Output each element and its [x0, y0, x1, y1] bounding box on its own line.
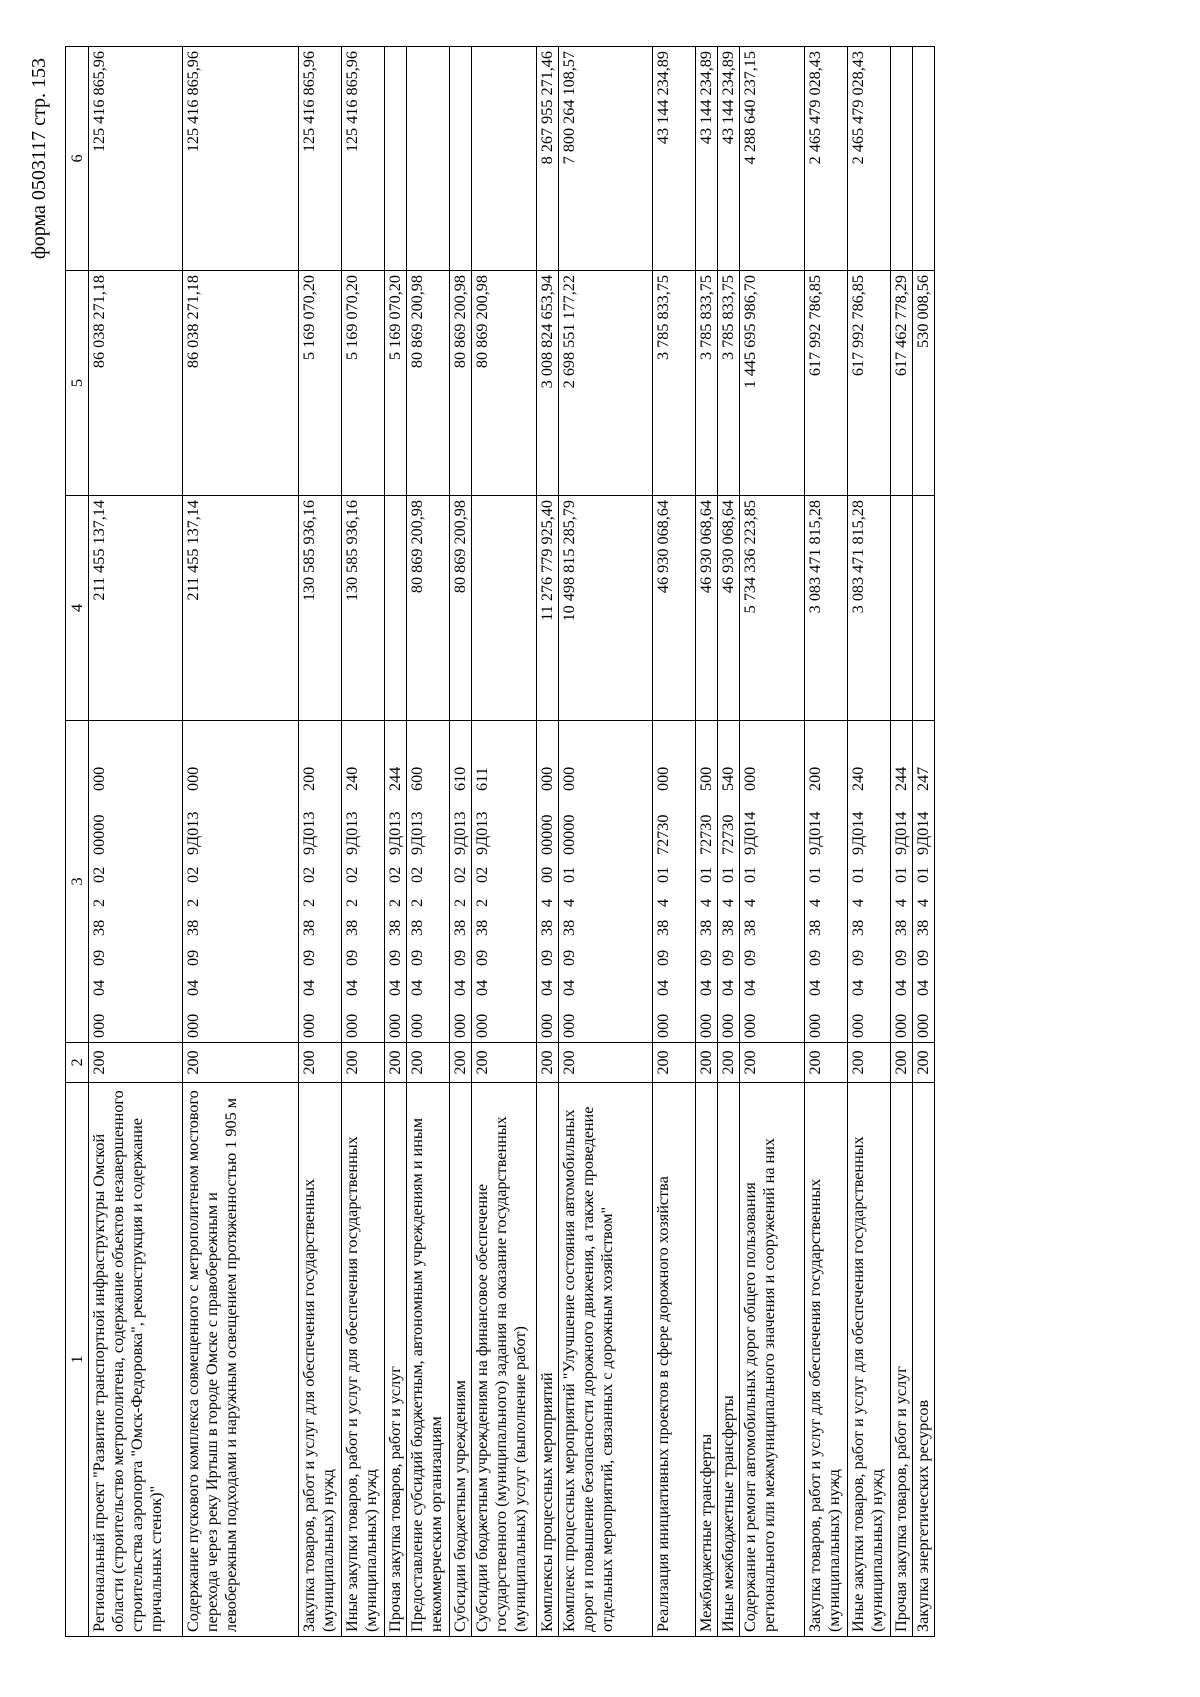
column-header: 4 [66, 496, 89, 721]
row-budget-code-cell [913, 721, 935, 1043]
budget-code-segment: 09 [343, 949, 361, 966]
budget-code-segment: 04 [451, 979, 469, 996]
row-line-code-cell: 200 [472, 1043, 537, 1083]
budget-code-segment: 38 [892, 919, 910, 936]
budget-code-segment: 2 [300, 898, 318, 907]
row-approved-cell [385, 496, 407, 721]
budget-code-segment: 09 [741, 949, 759, 966]
budget-code-segment: 04 [538, 979, 556, 996]
budget-code-segment: 000 [184, 1013, 202, 1038]
budget-code-segment: 09 [300, 949, 318, 966]
row-unexecuted-cell [407, 47, 450, 271]
budget-code-segment: 611 [473, 767, 491, 791]
table-row [407, 47, 450, 1637]
budget-code-segment: 9Д013 [343, 811, 361, 855]
row-unexecuted-cell: 125 416 865,96 [299, 47, 342, 271]
table-row [913, 47, 935, 1637]
row-unexecuted-cell: 125 416 865,96 [342, 47, 385, 271]
row-executed-cell: 617 462 778,29 [891, 271, 913, 496]
table-row [696, 47, 718, 1637]
budget-code-segment: 9Д014 [849, 811, 867, 855]
row-approved-cell: 46 930 068,64 [718, 496, 740, 721]
row-line-code-cell: 200 [848, 1043, 891, 1083]
row-executed-cell: 80 869 200,98 [450, 271, 472, 496]
table-row [183, 47, 299, 1637]
row-budget-code-cell [653, 721, 696, 1043]
row-approved-cell: 211 455 137,14 [183, 496, 299, 721]
budget-code-segment: 2 [90, 898, 108, 907]
budget-code-segment: 38 [300, 919, 318, 936]
budget-code-segment: 04 [386, 979, 404, 996]
row-approved-cell: 46 930 068,64 [653, 496, 696, 721]
row-unexecuted-cell [891, 47, 913, 271]
budget-code-segment: 04 [654, 979, 672, 996]
budget-code-segment: 01 [697, 866, 715, 883]
budget-code-segment: 09 [892, 949, 910, 966]
budget-code-segment: 04 [343, 979, 361, 996]
budget-code-segment: 09 [719, 949, 737, 966]
budget-code-segment: 2 [343, 898, 361, 907]
budget-code-segment: 01 [654, 866, 672, 883]
budget-code-segment: 09 [473, 949, 491, 966]
budget-code-segment: 04 [184, 979, 202, 996]
row-unexecuted-cell: 2 465 479 028,43 [848, 47, 891, 271]
budget-code-segment: 09 [90, 949, 108, 966]
column-header: 3 [66, 721, 89, 1043]
row-unexecuted-cell [472, 47, 537, 271]
row-approved-cell: 130 585 936,16 [342, 496, 385, 721]
row-unexecuted-cell: 8 267 955 271,46 [537, 47, 559, 271]
row-name-cell: Комплексы процессных мероприятий [537, 1083, 559, 1637]
column-header: 1 [66, 1083, 89, 1637]
budget-code-segment: 72730 [654, 814, 672, 855]
budget-code-segment: 4 [697, 898, 715, 907]
row-approved-cell: 10 498 815 285,79 [559, 496, 653, 721]
budget-code-segment: 02 [90, 866, 108, 883]
budget-code-segment: 04 [560, 979, 578, 996]
row-name-cell: Реализация инициативных проектов в сфере дорожного хозяйства [653, 1083, 696, 1637]
row-name-cell: Содержание пускового комплекса совмещенного с метрополитеном мостового перехода через реку Иртыш в городе Омске с правобережным и левобережным подходами и наружным освещением протяженностью 1 905 м [183, 1083, 299, 1637]
column-header: 6 [66, 47, 89, 271]
column-header: 5 [66, 271, 89, 496]
row-executed-cell: 5 169 070,20 [299, 271, 342, 496]
budget-code-segment: 4 [806, 898, 824, 907]
budget-code-segment: 00000 [90, 814, 108, 855]
row-name-cell: Предоставление субсидий бюджетным, автономным учреждениям и иным некоммерческим организациям [407, 1083, 450, 1637]
table-row [89, 47, 183, 1637]
budget-code-segment: 4 [892, 898, 910, 907]
budget-code-segment: 38 [538, 919, 556, 936]
budget-code-segment: 240 [849, 766, 867, 791]
budget-code-segment: 000 [184, 766, 202, 791]
budget-code-segment: 9Д013 [473, 811, 491, 855]
budget-code-segment: 4 [654, 898, 672, 907]
report-table [65, 46, 935, 1637]
budget-code-segment: 02 [473, 866, 491, 883]
row-line-code-cell: 200 [805, 1043, 848, 1083]
table-row [559, 47, 653, 1637]
table-row [740, 47, 805, 1637]
row-line-code-cell: 200 [183, 1043, 299, 1083]
row-line-code-cell: 200 [342, 1043, 385, 1083]
table-row [891, 47, 913, 1637]
row-approved-cell [891, 496, 913, 721]
row-name-cell: Прочая закупка товаров, работ и услуг [891, 1083, 913, 1637]
budget-code-segment: 9Д013 [408, 811, 426, 855]
budget-code-segment: 000 [408, 1013, 426, 1038]
budget-code-segment: 9Д013 [184, 811, 202, 855]
row-unexecuted-cell: 125 416 865,96 [89, 47, 183, 271]
budget-code-segment: 00 [538, 866, 556, 883]
row-unexecuted-cell: 43 144 234,89 [653, 47, 696, 271]
budget-code-segment: 38 [849, 919, 867, 936]
row-name-cell: Содержание и ремонт автомобильных дорог общего пользования регионального или межмуниципального значения и сооружений на них [740, 1083, 805, 1637]
budget-code-segment: 540 [719, 766, 737, 791]
row-name-cell: Межбюджетные трансферты [696, 1083, 718, 1637]
row-approved-cell: 3 083 471 815,28 [848, 496, 891, 721]
row-budget-code-cell [696, 721, 718, 1043]
budget-code-segment: 2 [451, 898, 469, 907]
budget-code-segment: 72730 [697, 814, 715, 855]
row-line-code-cell: 200 [299, 1043, 342, 1083]
budget-code-segment: 9Д013 [300, 811, 318, 855]
row-unexecuted-cell: 43 144 234,89 [718, 47, 740, 271]
budget-code-segment: 01 [849, 866, 867, 883]
budget-code-segment: 04 [806, 979, 824, 996]
row-budget-code-cell [450, 721, 472, 1043]
budget-code-segment: 00000 [538, 814, 556, 855]
row-name-cell: Региональный проект "Развитие транспортной инфраструктуры Омской области (строительство метрополитена, содержание объектов незавершенного строительства аэропорта "Омск-Федоровка", реконструкция и содержание причальных стенок)" [89, 1083, 183, 1637]
budget-code-segment: 4 [741, 898, 759, 907]
budget-code-segment: 38 [806, 919, 824, 936]
budget-code-segment: 600 [408, 766, 426, 791]
budget-code-segment: 000 [343, 1013, 361, 1038]
budget-code-segment: 02 [343, 866, 361, 883]
budget-code-segment: 500 [697, 766, 715, 791]
row-executed-cell: 530 008,56 [913, 271, 935, 496]
budget-code-segment: 09 [849, 949, 867, 966]
budget-code-segment: 38 [90, 919, 108, 936]
budget-code-segment: 38 [473, 919, 491, 936]
budget-code-segment: 000 [741, 766, 759, 791]
budget-code-segment: 000 [849, 1013, 867, 1038]
row-executed-cell: 80 869 200,98 [407, 271, 450, 496]
row-line-code-cell: 200 [450, 1043, 472, 1083]
table-row [385, 47, 407, 1637]
row-unexecuted-cell: 125 416 865,96 [183, 47, 299, 271]
row-approved-cell: 46 930 068,64 [696, 496, 718, 721]
budget-code-segment: 04 [473, 979, 491, 996]
row-approved-cell: 11 276 779 925,40 [537, 496, 559, 721]
row-budget-code-cell [89, 721, 183, 1043]
budget-code-segment: 9Д014 [806, 811, 824, 855]
budget-code-segment: 4 [849, 898, 867, 907]
budget-code-segment: 38 [697, 919, 715, 936]
budget-code-segment: 00000 [560, 814, 578, 855]
row-name-cell: Закупка энергетических ресурсов [913, 1083, 935, 1637]
budget-code-segment: 2 [184, 898, 202, 907]
row-budget-code-cell [891, 721, 913, 1043]
budget-code-segment: 38 [914, 919, 932, 936]
table-row [472, 47, 537, 1637]
row-executed-cell: 2 698 551 177,22 [559, 271, 653, 496]
row-name-cell: Субсидии бюджетным учреждениям [450, 1083, 472, 1637]
row-line-code-cell: 200 [537, 1043, 559, 1083]
row-unexecuted-cell: 2 465 479 028,43 [805, 47, 848, 271]
budget-code-segment: 02 [451, 866, 469, 883]
budget-code-segment: 240 [343, 766, 361, 791]
row-budget-code-cell [183, 721, 299, 1043]
row-executed-cell: 1 445 695 986,70 [740, 271, 805, 496]
row-unexecuted-cell [385, 47, 407, 271]
budget-code-segment: 4 [914, 898, 932, 907]
budget-code-segment: 000 [654, 766, 672, 791]
row-line-code-cell: 200 [740, 1043, 805, 1083]
row-name-cell: Субсидии бюджетным учреждениям на финансовое обеспечение государственного (муниципального) задания на оказание государственных (муниципальных) услуг (выполнение работ) [472, 1083, 537, 1637]
budget-code-segment: 72730 [719, 814, 737, 855]
table-row [342, 47, 385, 1637]
row-budget-code-cell [385, 721, 407, 1043]
budget-code-segment: 2 [473, 898, 491, 907]
budget-code-segment: 38 [741, 919, 759, 936]
budget-code-segment: 4 [719, 898, 737, 907]
row-name-cell: Прочая закупка товаров, работ и услуг [385, 1083, 407, 1637]
budget-code-segment: 000 [741, 1013, 759, 1038]
budget-code-segment: 9Д013 [386, 811, 404, 855]
budget-code-segment: 000 [538, 1013, 556, 1038]
budget-code-segment: 38 [654, 919, 672, 936]
row-name-cell: Иные межбюджетные трансферты [718, 1083, 740, 1637]
budget-code-segment: 2 [386, 898, 404, 907]
budget-code-segment: 02 [408, 866, 426, 883]
table-row [299, 47, 342, 1637]
table-header-row [66, 47, 89, 1637]
row-budget-code-cell [299, 721, 342, 1043]
budget-code-segment: 000 [473, 1013, 491, 1038]
budget-code-segment: 38 [343, 919, 361, 936]
row-name-cell: Иные закупки товаров, работ и услуг для обеспечения государственных (муниципальных) нужд [342, 1083, 385, 1637]
table-row [805, 47, 848, 1637]
row-executed-cell: 3 785 833,75 [718, 271, 740, 496]
budget-code-segment: 04 [300, 979, 318, 996]
budget-code-segment: 4 [538, 898, 556, 907]
budget-code-segment: 04 [719, 979, 737, 996]
budget-code-segment: 09 [408, 949, 426, 966]
budget-code-segment: 09 [654, 949, 672, 966]
table-row [653, 47, 696, 1637]
row-executed-cell: 3 785 833,75 [696, 271, 718, 496]
row-executed-cell: 80 869 200,98 [472, 271, 537, 496]
budget-code-segment: 04 [892, 979, 910, 996]
budget-code-segment: 000 [806, 1013, 824, 1038]
budget-code-segment: 2 [408, 898, 426, 907]
table-row [537, 47, 559, 1637]
budget-code-segment: 244 [386, 766, 404, 791]
budget-code-segment: 244 [892, 766, 910, 791]
row-name-cell: Закупка товаров, работ и услуг для обеспечения государственных (муниципальных) нужд [805, 1083, 848, 1637]
budget-code-segment: 01 [914, 866, 932, 883]
budget-code-segment: 000 [892, 1013, 910, 1038]
budget-code-segment: 000 [386, 1013, 404, 1038]
budget-code-segment: 000 [451, 1013, 469, 1038]
table-body [89, 47, 935, 1637]
budget-code-segment: 09 [386, 949, 404, 966]
row-approved-cell [913, 496, 935, 721]
row-line-code-cell: 200 [89, 1043, 183, 1083]
row-approved-cell: 3 083 471 815,28 [805, 496, 848, 721]
row-name-cell: Комплекс процессных мероприятий "Улучшение состояния автомобильных дорог и повышение безопасности дорожного движения, а также проведение отдельных мероприятий, связанных с дорожным хозяйством" [559, 1083, 653, 1637]
row-unexecuted-cell: 43 144 234,89 [696, 47, 718, 271]
budget-code-segment: 200 [300, 766, 318, 791]
budget-code-segment: 38 [719, 919, 737, 936]
budget-code-segment: 09 [914, 949, 932, 966]
budget-code-segment: 02 [300, 866, 318, 883]
row-line-code-cell: 200 [559, 1043, 653, 1083]
row-line-code-cell: 200 [696, 1043, 718, 1083]
row-budget-code-cell [472, 721, 537, 1043]
row-line-code-cell: 200 [385, 1043, 407, 1083]
budget-code-segment: 01 [892, 866, 910, 883]
budget-code-segment: 09 [697, 949, 715, 966]
budget-code-segment: 01 [806, 866, 824, 883]
row-budget-code-cell [718, 721, 740, 1043]
row-budget-code-cell [559, 721, 653, 1043]
row-approved-cell: 211 455 137,14 [89, 496, 183, 721]
row-unexecuted-cell: 7 800 264 108,57 [559, 47, 653, 271]
budget-code-segment: 000 [697, 1013, 715, 1038]
budget-code-segment: 04 [90, 979, 108, 996]
row-executed-cell: 617 992 786,85 [848, 271, 891, 496]
row-budget-code-cell [537, 721, 559, 1043]
row-executed-cell: 86 038 271,18 [183, 271, 299, 496]
budget-code-segment: 247 [914, 766, 932, 791]
row-name-cell: Закупка товаров, работ и услуг для обеспечения государственных (муниципальных) нужд [299, 1083, 342, 1637]
budget-code-segment: 02 [184, 866, 202, 883]
budget-code-segment: 9Д013 [451, 811, 469, 855]
row-unexecuted-cell [913, 47, 935, 271]
row-name-cell: Иные закупки товаров, работ и услуг для обеспечения государственных (муниципальных) нужд [848, 1083, 891, 1637]
budget-code-segment: 000 [719, 1013, 737, 1038]
row-executed-cell: 3 008 824 653,94 [537, 271, 559, 496]
budget-code-segment: 38 [408, 919, 426, 936]
row-budget-code-cell [848, 721, 891, 1043]
budget-code-segment: 9Д014 [914, 811, 932, 855]
budget-code-segment: 38 [451, 919, 469, 936]
budget-code-segment: 09 [806, 949, 824, 966]
row-unexecuted-cell [450, 47, 472, 271]
row-executed-cell: 5 169 070,20 [342, 271, 385, 496]
row-approved-cell: 5 734 336 223,85 [740, 496, 805, 721]
table-row [718, 47, 740, 1637]
table-row [450, 47, 472, 1637]
budget-code-segment: 9Д014 [741, 811, 759, 855]
row-line-code-cell: 200 [653, 1043, 696, 1083]
budget-code-segment: 38 [386, 919, 404, 936]
budget-code-segment: 02 [386, 866, 404, 883]
row-budget-code-cell [407, 721, 450, 1043]
row-budget-code-cell [805, 721, 848, 1043]
budget-code-segment: 000 [90, 766, 108, 791]
budget-code-segment: 38 [184, 919, 202, 936]
row-executed-cell: 5 169 070,20 [385, 271, 407, 496]
row-line-code-cell: 200 [718, 1043, 740, 1083]
row-unexecuted-cell: 4 288 640 237,15 [740, 47, 805, 271]
budget-code-segment: 200 [806, 766, 824, 791]
budget-code-segment: 04 [408, 979, 426, 996]
row-approved-cell: 80 869 200,98 [407, 496, 450, 721]
budget-code-segment: 000 [654, 1013, 672, 1038]
budget-code-segment: 38 [560, 919, 578, 936]
budget-code-segment: 4 [560, 898, 578, 907]
row-line-code-cell: 200 [913, 1043, 935, 1083]
row-executed-cell: 86 038 271,18 [89, 271, 183, 496]
row-approved-cell: 80 869 200,98 [450, 496, 472, 721]
column-header: 2 [66, 1043, 89, 1083]
row-line-code-cell: 200 [891, 1043, 913, 1083]
budget-code-segment: 000 [300, 1013, 318, 1038]
row-executed-cell: 617 992 786,85 [805, 271, 848, 496]
budget-code-segment: 01 [560, 866, 578, 883]
table-row [848, 47, 891, 1637]
budget-code-segment: 09 [451, 949, 469, 966]
row-budget-code-cell [342, 721, 385, 1043]
budget-code-segment: 01 [719, 866, 737, 883]
budget-code-segment: 000 [560, 766, 578, 791]
row-approved-cell [472, 496, 537, 721]
row-budget-code-cell [740, 721, 805, 1043]
budget-code-segment: 01 [741, 866, 759, 883]
budget-code-segment: 000 [914, 1013, 932, 1038]
budget-code-segment: 04 [741, 979, 759, 996]
budget-code-segment: 000 [90, 1013, 108, 1038]
budget-code-segment: 000 [560, 1013, 578, 1038]
form-label: форма 0503117 стр. 153 [28, 58, 50, 260]
row-approved-cell: 130 585 936,16 [299, 496, 342, 721]
budget-code-segment: 04 [697, 979, 715, 996]
budget-code-segment: 04 [914, 979, 932, 996]
budget-code-segment: 09 [560, 949, 578, 966]
budget-code-segment: 9Д014 [892, 811, 910, 855]
budget-code-segment: 610 [451, 766, 469, 791]
row-line-code-cell: 200 [407, 1043, 450, 1083]
row-executed-cell: 3 785 833,75 [653, 271, 696, 496]
budget-code-segment: 09 [184, 949, 202, 966]
budget-code-segment: 04 [849, 979, 867, 996]
budget-code-segment: 09 [538, 949, 556, 966]
budget-code-segment: 000 [538, 766, 556, 791]
